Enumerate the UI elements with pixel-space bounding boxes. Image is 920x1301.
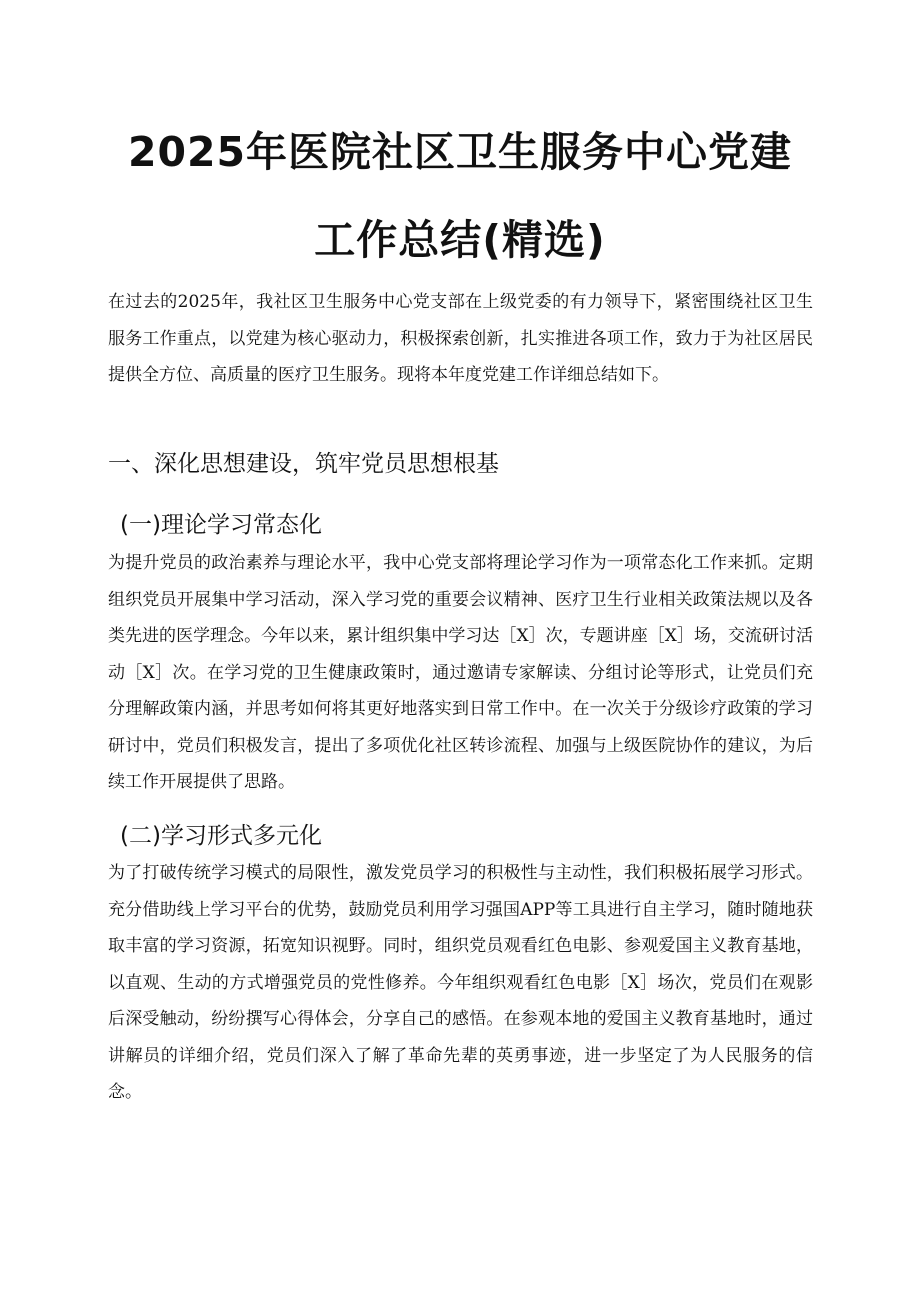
intro-paragraph: 在过去的2025年，我社区卫生服务中心党支部在上级党委的有力领导下，紧密围绕社区卫生服务工作重点，以党建为核心驱动力，积极探索创新，扎实推进各项工作，致力于为社区居民提供全方位、高质量的医疗卫生服务。现将本年度党建工作详细总结如下。 xyxy=(108,292,813,385)
subsection-heading-study-forms: (二)学习形式多元化 xyxy=(120,823,322,849)
document-title-line2: 工作总结(精选) xyxy=(314,216,606,264)
document-title-line1: 2025年医院社区卫生服务中心党建 xyxy=(127,128,793,176)
section-heading: 一、深化思想建设，筑牢党员思想根基 xyxy=(108,451,499,477)
subsection-paragraph-study-forms: 为了打破传统学习模式的局限性，激发党员学习的积极性与主动性，我们积极拓展学习形式。充分借助线上学习平台的优势，鼓励党员利用学习强国APP等工具进行自主学习，随时随地获取丰富的学习资源，拓宽知识视野。同时，组织党员观看红色电影、参观爱国主义教育基地，以直观、生动的方式增强党员的党性修养。今年组织观看红色电影［X］场次，党员们在观影后深受触动，纷纷撰写心得体会，分享自己的感悟。在参观本地的爱国主义教育基地时，通过讲解员的详细介绍，党员们深入了解了革命先辈的英勇事迹，进一步坚定了为人民服务的信念。 xyxy=(108,863,813,1102)
subsection-paragraph-theory-study: 为提升党员的政治素养与理论水平，我中心党支部将理论学习作为一项常态化工作来抓。定期组织党员开展集中学习活动，深入学习党的重要会议精神、医疗卫生行业相关政策法规以及各类先进的医学理念。今年以来，累计组织集中学习达［X］次，专题讲座［X］场，交流研讨活动［X］次。在学习党的卫生健康政策时，通过邀请专家解读、分组讨论等形式，让党员们充分理解政策内涵，并思考如何将其更好地落实到日常工作中。在一次关于分级诊疗政策的学习研讨中，党员们积极发言，提出了多项优化社区转诊流程、加强与上级医院协作的建议，为后续工作开展提供了思路。 xyxy=(108,553,813,792)
subsection-heading-theory-study: (一)理论学习常态化 xyxy=(120,512,322,538)
